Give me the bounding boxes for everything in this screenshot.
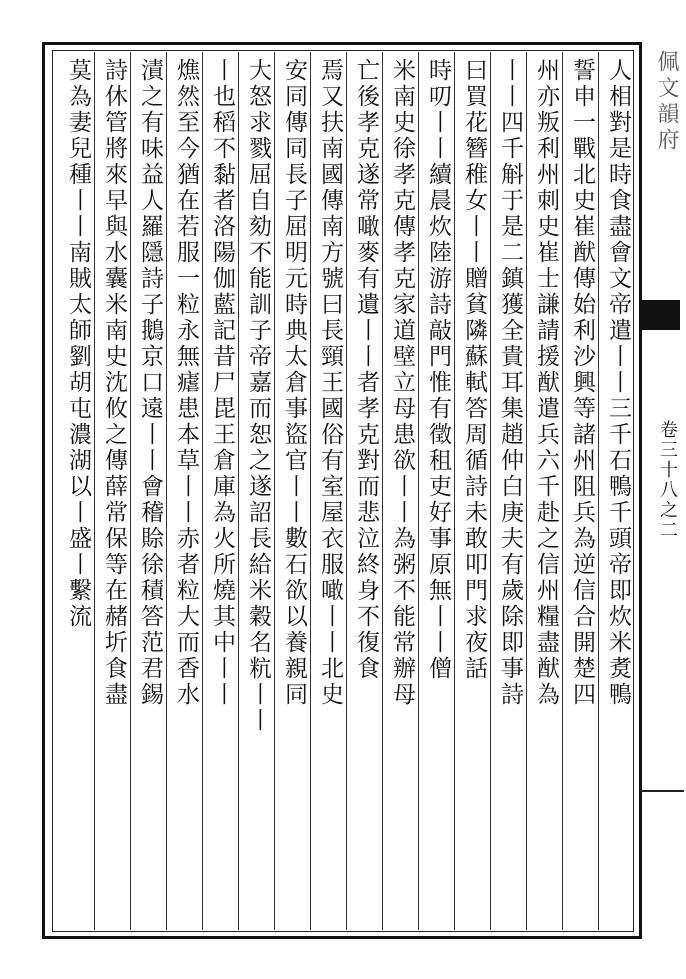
fishtail-mark — [640, 300, 680, 330]
text-column: 漬之有味益人羅隱詩子鵝京口遠丨丨會稽賒徐積答范君錫 — [137, 58, 163, 708]
margin-rule — [640, 790, 684, 792]
text-column: 亡後孝克遂常噉麥有遺丨丨者孝克對而悲泣終身不復食 — [353, 58, 379, 682]
text-column: 安同傳同長子屈明元時典太倉事盜官丨丨數石欲以養親同 — [281, 58, 307, 708]
text-column: 時叨丨丨續晨炊陸游詩敲門惟有徵租吏好事原無丨丨僧 — [425, 58, 451, 682]
text-column: 大怒求戮屈自劾不能訓子帝嘉而恕之遂詔長給米穀名粇丨丨 — [245, 58, 271, 734]
text-column: 人相對是時食盡會文帝遣丨丨三千石鴨千頭帝即炊米煑鴨 — [605, 58, 631, 708]
text-column: 米南史徐孝克傳孝克家道壁立母患欲丨丨為粥不能常辦母 — [389, 58, 415, 708]
text-column: 焉又扶南國傳南方號曰長頸王國俗有室屋衣服噉丨丨北史 — [317, 58, 343, 708]
text-column: 曰買花簪稚女丨丨贈貧隣蘇軾答周循詩未敢叩門求夜話 — [461, 58, 487, 682]
text-column: 詩休管將來早與水囊米南史沈攸之傳薛常保等在赭圻食盡 — [101, 58, 127, 708]
text-column: 州亦叛利州刺史崔士謙請援猷遣兵六千赴之信州糧盡猷為 — [533, 58, 559, 708]
text-column: 丨也稻不黏者洛陽伽藍記昔尸毘王倉庫為火所燒其中丨丨 — [209, 58, 235, 708]
book-title-text: 佩文韻府 — [654, 50, 679, 154]
text-column: 莫為妻兒種丨丨南賊太師劉胡屯濃湖以丨盛丨繫流 — [65, 58, 91, 630]
book-title — [652, 50, 682, 310]
text-column: 燋然至今猶在若服一粒永無瘧患本草丨丨赤者粒大而香水 — [173, 58, 199, 708]
text-column: 誓申一戰北史崔猷傳始利沙興等諸州阻兵為逆信合開楚四 — [569, 58, 595, 708]
volume-label: 卷三十八之二 — [657, 420, 678, 540]
text-column: 丨丨四千斛于是二鎮獲全貴耳集趙仲白庚夫有歲除即事詩 — [497, 58, 523, 708]
